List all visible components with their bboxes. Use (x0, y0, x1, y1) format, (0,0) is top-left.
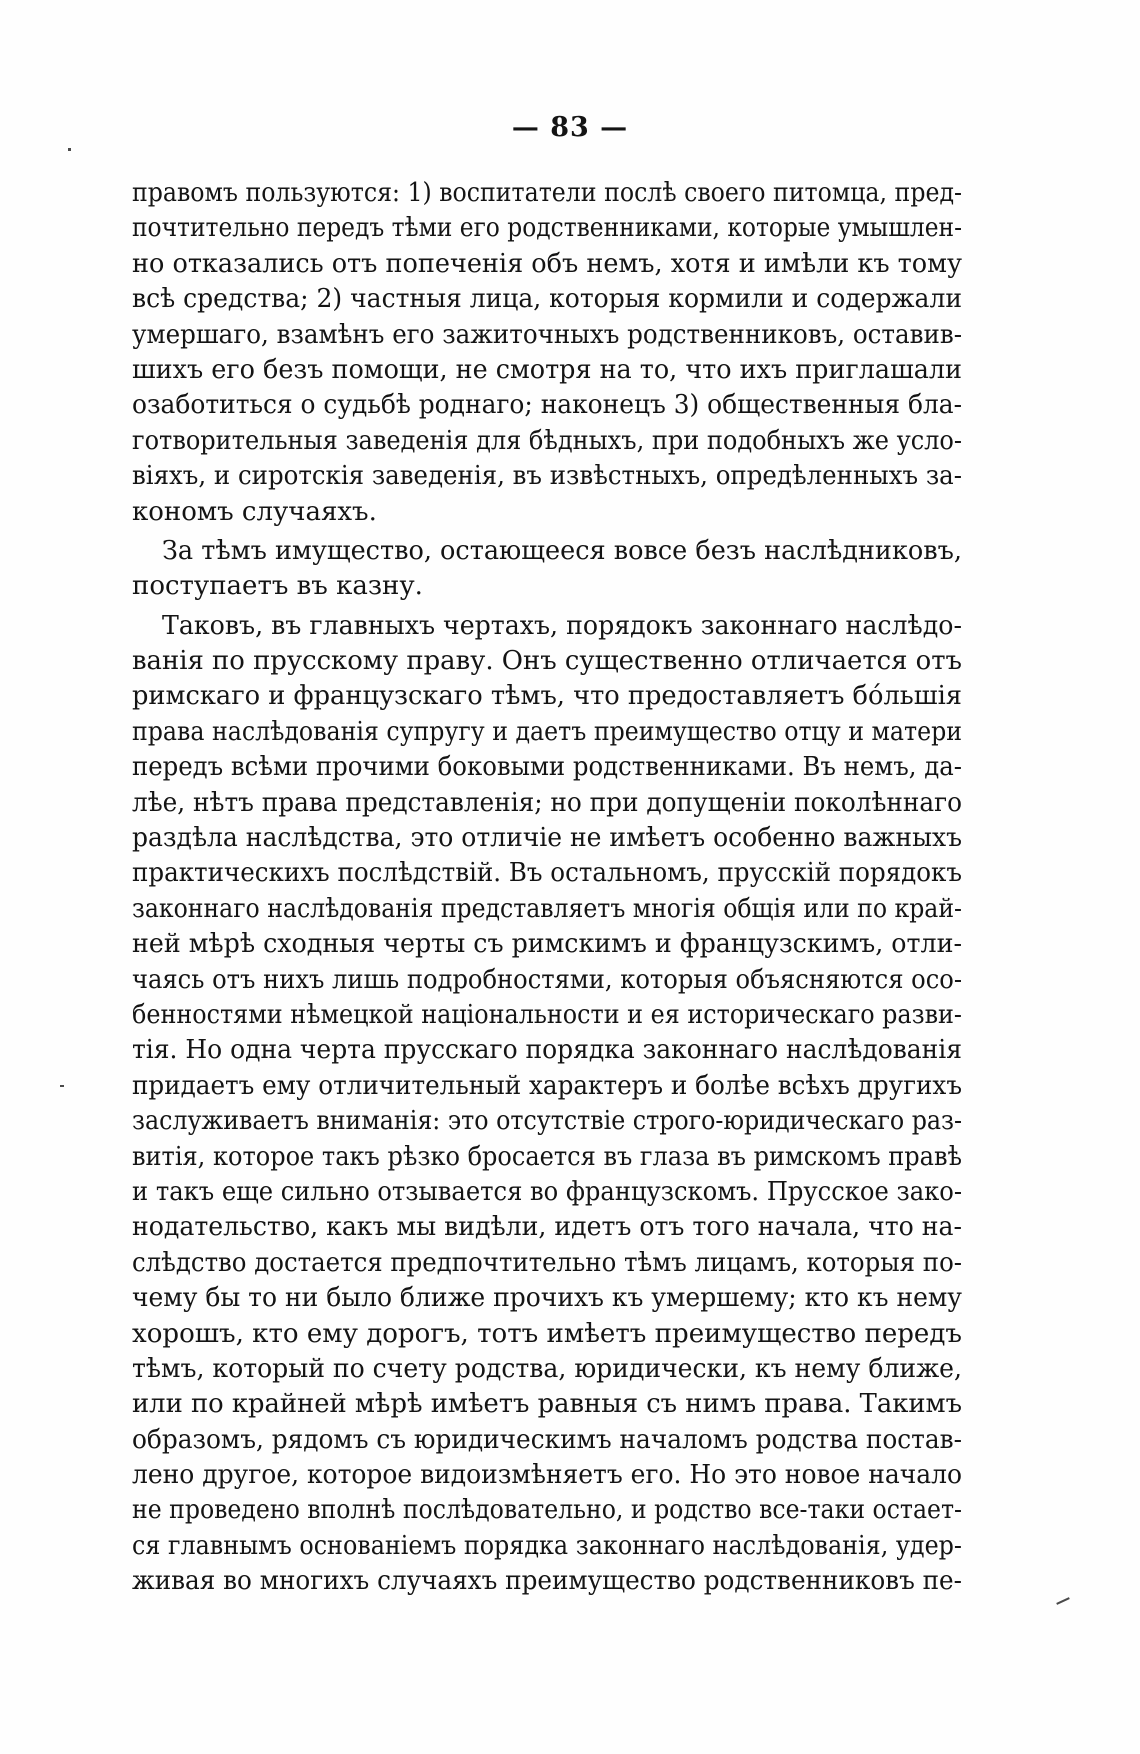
text-line (132, 569, 962, 604)
text-line-content: готворительныя заведенія для бѣдныхъ, при подобныхъ же усло- (132, 425, 962, 456)
text-line-content: лѣе, нѣтъ права представленія; но при допущеніи поколѣннаго (132, 787, 962, 818)
text-line (132, 247, 962, 282)
text-line-content: правомъ пользуются: 1) воспитатели послѣ своего питомца, пред- (132, 178, 962, 208)
text-line-content: кономъ случаяхъ. (132, 496, 377, 527)
text-line-content: заслуживаетъ вниманія: это отсутствіе строго-юридическаго раз- (132, 1106, 962, 1137)
text-line-content: но отказались отъ попеченія объ немъ, хотя и имѣли къ тому (132, 248, 962, 279)
text-line-content: хорошъ, кто ему дорогъ, тотъ имѣетъ преимущество передъ (132, 1318, 962, 1349)
text-line (132, 963, 962, 998)
page-number: — 83 — (511, 112, 629, 143)
scan-speck (60, 1085, 64, 1087)
text-line-content: шихъ его безъ помощи, не смотря на то, что ихъ приглашали (132, 354, 962, 385)
text-line-content: права наслѣдованія супругу и даетъ преимущество отцу и матери (132, 716, 962, 747)
body-text (132, 176, 962, 1600)
text-line-content: передъ всѣми прочими боковыми родственниками. Въ немъ, да- (132, 752, 962, 783)
text-line (132, 715, 962, 750)
text-line-content: образомъ, рядомъ съ юридическимъ началомъ родства постав- (132, 1424, 962, 1455)
text-line (132, 892, 962, 927)
text-line (132, 1246, 962, 1281)
text-line (132, 1210, 962, 1245)
text-line-content: раздѣла наслѣдства, это отличіе не имѣетъ особенно важныхъ (132, 823, 962, 854)
text-line-content: ванія по прусскому праву. Онъ существенно отличается отъ (132, 646, 962, 677)
text-line (132, 1281, 962, 1316)
text-line-content: почтительно передъ тѣми его родственниками, которые умышлен- (132, 213, 962, 244)
text-line (132, 1493, 962, 1528)
text-line-content: витія, которое такъ рѣзко бросается въ глаза въ римскомъ правѣ (132, 1141, 962, 1172)
text-line-content: ся главнымъ основаніемъ порядка законнаго наслѣдованія, удер- (132, 1530, 962, 1561)
text-line-content: тія. Но одна черта прусскаго порядка законнаго наслѣдованія (132, 1035, 962, 1066)
text-line (132, 211, 962, 246)
text-line-content: практическихъ послѣдствій. Въ остальномъ, прусскій порядокъ (132, 858, 962, 889)
text-line (132, 1352, 962, 1387)
text-line (132, 495, 962, 530)
text-line (132, 1387, 962, 1422)
text-line-content: и такъ еще сильно отзывается во французскомъ. Прусское зако- (132, 1176, 962, 1207)
text-line (132, 821, 962, 856)
text-line-content: не проведено вполнѣ послѣдовательно, и родство все-таки остает- (132, 1495, 962, 1526)
text-line (132, 1458, 962, 1493)
text-line (132, 856, 962, 891)
text-line-content: тѣмъ, который по счету родства, юридически, къ нему ближе, (132, 1353, 962, 1384)
text-line-content: чаясь отъ нихъ лишь подробностями, которыя объясняются осо- (132, 964, 962, 995)
text-line (132, 459, 962, 494)
text-line (132, 1423, 962, 1458)
text-line-content: озаботиться о судьбѣ роднаго; наконецъ 3) общественныя бла- (132, 390, 962, 421)
text-line-content: Таковъ, въ главныхъ чертахъ, порядокъ законнаго наслѣдо- (162, 610, 962, 641)
text-line (132, 679, 962, 714)
scan-speck (68, 148, 71, 151)
text-line (132, 998, 962, 1033)
text-line (132, 1104, 962, 1139)
text-line-content: римскаго и французскаго тѣмъ, что предоставляетъ бо́льшія (132, 681, 962, 712)
paragraph (132, 176, 962, 530)
text-line (132, 424, 962, 459)
text-line-content: живая во многихъ случаяхъ преимущество родственниковъ пе- (132, 1566, 962, 1597)
text-line-content: законнаго наслѣдованія представляетъ многія общія или по край- (132, 893, 962, 924)
text-line-content: лено другое, которое видоизмѣняетъ его. Но это новое начало (132, 1460, 962, 1491)
text-line-content: віяхъ, и сиротскія заведенія, въ извѣстныхъ, опредѣленныхъ за- (132, 461, 962, 492)
text-line-content: бенностями нѣмецкой національности и ея историческаго разви- (132, 999, 962, 1030)
text-line-content: слѣдство достается предпочтительно тѣмъ лицамъ, которыя по- (132, 1247, 962, 1278)
text-line-content: нодательство, какъ мы видѣли, идетъ отъ того начала, что на- (132, 1212, 962, 1243)
text-line-content: всѣ средства; 2) частныя лица, которыя кормили и содержали (132, 284, 962, 315)
text-line (132, 282, 962, 317)
text-line (132, 534, 962, 569)
paragraph (132, 534, 962, 605)
text-line (132, 1317, 962, 1352)
text-line-content: или по крайней мѣрѣ имѣетъ равныя съ нимъ права. Такимъ (132, 1389, 962, 1420)
text-line (132, 609, 962, 644)
text-line (132, 644, 962, 679)
text-line (132, 1175, 962, 1210)
text-line (132, 388, 962, 423)
scan-speck (1056, 1597, 1070, 1605)
text-line (132, 1069, 962, 1104)
text-line (132, 786, 962, 821)
text-line (132, 176, 962, 211)
text-line (132, 750, 962, 785)
text-line (132, 927, 962, 962)
text-line (132, 1033, 962, 1068)
text-line-content: придаетъ ему отличительный характеръ и болѣе всѣхъ другихъ (132, 1070, 962, 1101)
text-line-content: поступаетъ въ казну. (132, 571, 423, 602)
text-line (132, 1529, 962, 1564)
text-line-content: умершаго, взамѣнъ его зажиточныхъ родственниковъ, оставив- (132, 319, 962, 350)
text-line-content: ней мѣрѣ сходныя черты съ римскимъ и французскимъ, отли- (132, 929, 962, 960)
text-line (132, 1564, 962, 1599)
text-line (132, 1140, 962, 1175)
text-line (132, 353, 962, 388)
text-line (132, 318, 962, 353)
text-line-content: За тѣмъ имущество, остающееся вовсе безъ наслѣдниковъ, (162, 535, 962, 566)
paragraph (132, 609, 962, 1600)
text-line-content: чему бы то ни было ближе прочихъ къ умершему; кто къ нему (132, 1283, 962, 1314)
